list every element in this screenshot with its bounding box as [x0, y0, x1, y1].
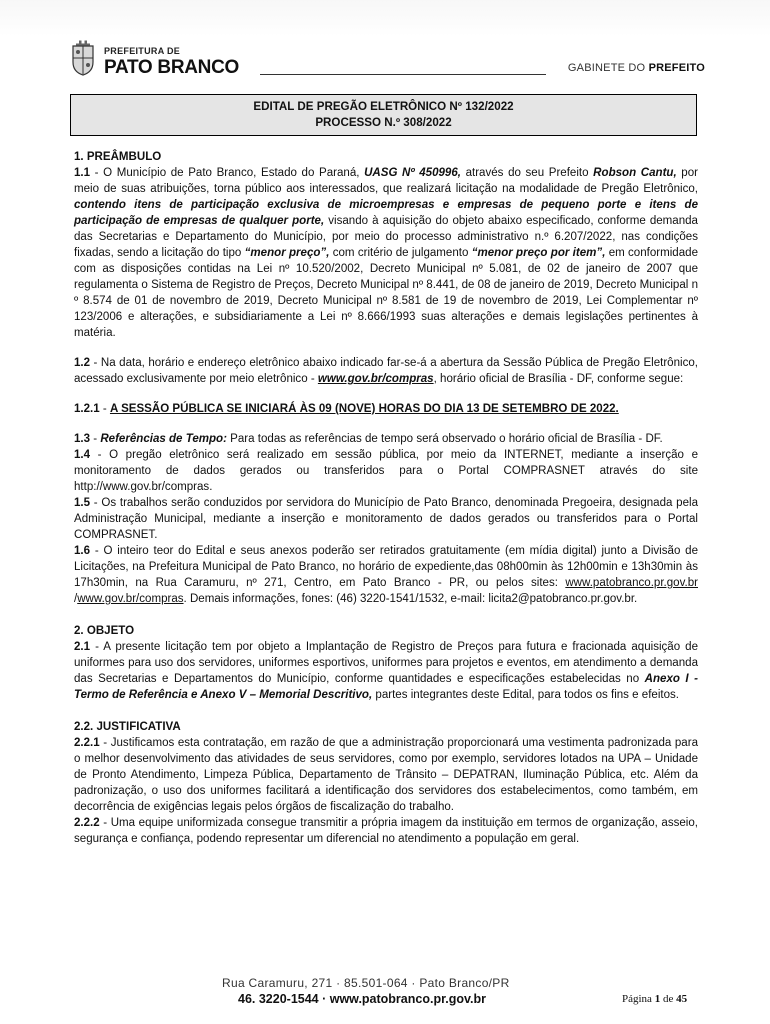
document-body [74, 149, 698, 847]
page-footer [0, 976, 770, 1016]
section-heading: 1. PREÂMBULO [74, 151, 162, 163]
document-title: EDITAL DE PREGÃO ELETRÔNICO Nº 132/2022 [253, 100, 514, 113]
department-strong: PREFEITO [648, 62, 705, 74]
patobranco-link[interactable]: www.patobranco.pr.gov.br [565, 577, 698, 589]
paragraph-2-1: 2.1 - A presente licitação tem por objeto a Implantação de Registro de Preços para futura e fracionada aquisição de uniformes para uso dos servidores, uniformes esportivos, uniformes para projetos e eventos, em atendimento a demanda das Secretarias e Departamentos do Município, conforme quantidades e especificações estabelecidas no Anexo I - Termo de Referência e Anexo V – Memorial Descritivo, partes integrantes deste Edital, para todos os fins e efeitos. [74, 641, 698, 701]
letterhead [70, 38, 705, 88]
section-heading: 2.2. JUSTIFICATIVA [74, 721, 181, 733]
paragraph-1-3: 1.3 - Referências de Tempo: Para todas as referências de tempo será observado o horário oficial de Brasília - DF. [74, 433, 663, 445]
top-band [0, 0, 770, 36]
brand-prefix: PREFEITURA DE [104, 46, 181, 56]
coat-of-arms-icon [70, 40, 96, 76]
process-number: PROCESSO N.º 308/2022 [315, 116, 452, 129]
compras-link-2[interactable]: www.gov.br/compras [77, 593, 184, 605]
paragraph-2-2-1: 2.2.1 - Justificamos esta contratação, em razão de que a administração proporcionará uma vestimenta padronizada para o melhor desenvolvimento das atividades de seus servidores, como por exemplo, servidores lotados na UPA – Unidade de Pronto Atendimento, Limpeza Pública, Departamento de Trânsito – DEPATRAN, Iluminação Pública, etc. Além da padronização, o uso dos uniformes facilitará a identificação dos servidores dos estabelecimentos, como também, em decorrência de exigências legais pelos órgãos de fiscalização do trabalho. [74, 737, 698, 813]
paragraph-1-1: 1.1 - O Município de Pato Branco, Estado do Paraná, UASG Nº 450996, através do seu Prefeito Robson Cantu, por meio de suas atribuições, torna público aos interessados, que realizará licitação na modalidade de Pregão Eletrônico, contendo itens de participação exclusiva de microempresas e empresas de pequeno porte e itens de participação de empresas de qualquer porte, visando à aquisição do objeto abaixo especificado, conforme demanda das Secretarias e Departamento do Município, por meio do processo administrativo n.º 6.207/2022, nas condições fixadas, sendo a licitação do tipo “menor preço”, com critério de julgamento “menor preço por item”, em conformidade com as disposições contidas na Lei nº 10.520/2002, Decreto Municipal nº 5.081, de 02 de janeiro de 2007 que regulamenta o Sistema de Registro de Preços, Decreto Municipal nº 8.441, de 08 de janeiro de 2019, Decreto Municipal n º 8.574 de 01 de novembro de 2019, Decreto Municipal nº 8.581 de 19 de novembro de 2019, Lei Complementar nº 123/2006 e alterações, e subsidiariamente a Lei nº 8.666/1993 suas alterações e demais legislações pertinentes à matéria. [74, 167, 698, 339]
paragraph-2-2-2: 2.2.2 - Uma equipe uniformizada consegue transmitir a própria imagem da instituição em termos de organização, asseio, segurança e confiança, podendo representar um diferencial no atendimento a população em geral. [74, 817, 698, 845]
section-heading: 2. OBJETO [74, 625, 135, 637]
footer-contact: 46. 3220-1544 · www.patobranco.pr.gov.br [238, 992, 486, 1006]
brand-name: PATO BRANCO [104, 57, 239, 78]
department-label: GABINETE DO PREFEITO [567, 62, 705, 74]
header-divider [260, 74, 546, 75]
document-title-box [70, 94, 697, 136]
paragraph-1-2-1: 1.2.1 - A SESSÃO PÚBLICA SE INICIARÁ ÀS 09 (NOVE) HORAS DO DIA 13 DE SETEMBRO DE 2022. [74, 403, 619, 415]
page-number: Página 1 de 45 [622, 993, 688, 1005]
paragraph-1-6: 1.6 - O inteiro teor do Edital e seus anexos poderão ser retirados gratuitamente (em mídia digital) junto a Divisão de Licitações, na Prefeitura Municipal de Pato Branco, no horário de expediente,das 08h00min às 12h00min e 13h30min às 17h30min, na Rua Caramuru, nº 271, Centro, em Pato Branco - PR, ou pelos sites: www.patobranco.pr.gov.br /www.gov.br/compras. Demais informações, fones: (46) 3220-1541/1532, e-mail: licita2@patobranco.pr.gov.br. [74, 545, 698, 605]
paragraph-1-5: 1.5 - Os trabalhos serão conduzidos por servidora do Município de Pato Branco, denominada Pregoeira, designada pela Administração Municipal, mediante a inserção e monitoramento de dados gerados ou transferidos para o Portal COMPRASNET. [74, 497, 698, 541]
footer-address: Rua Caramuru, 271 · 85.501-064 · Pato Branco/PR [222, 976, 510, 990]
compras-link[interactable]: www.gov.br/compras [317, 373, 434, 385]
paragraph-1-4: 1.4 - O pregão eletrônico será realizado em sessão pública, por meio da INTERNET, mediante a inserção e monitoramento de dados gerados ou transferidos para o Portal COMPRASNET através do site http://www.gov.br/compras. [74, 449, 698, 493]
paragraph-1-2: 1.2 - Na data, horário e endereço eletrônico abaixo indicado far-se-á a abertura da Sessão Pública de Pregão Eletrônico, acessado exclusivamente por meio eletrônico - www.gov.br/compras, horário oficial de Brasília - DF, conforme segue: [74, 357, 698, 385]
